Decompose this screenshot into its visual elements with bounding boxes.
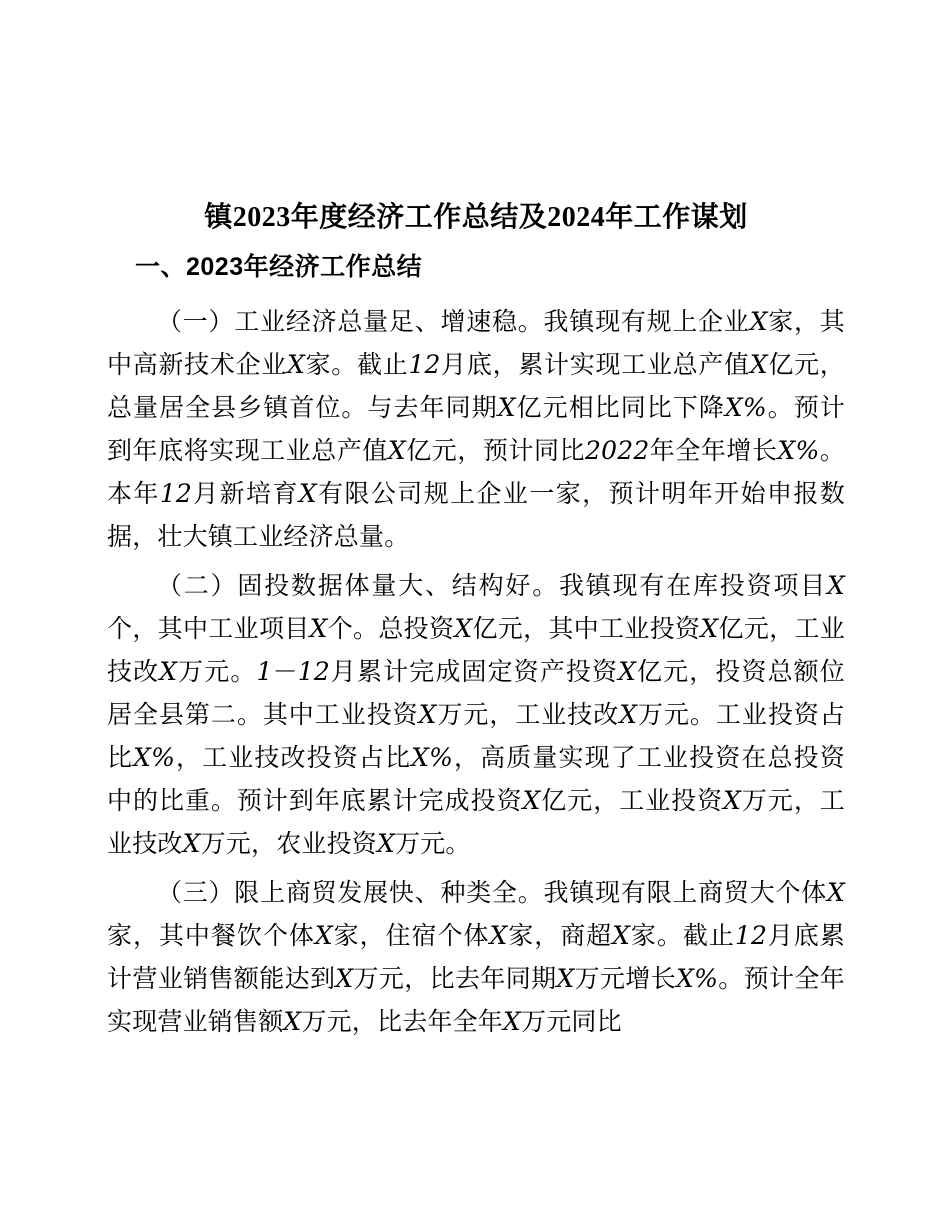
document-body (107, 196, 845, 1043)
section-heading-1: 一、2023年经济工作总结 (135, 253, 423, 281)
page-title: 镇2023年度经济工作总结及2024年工作谋划 (204, 202, 748, 233)
paragraph-3: （三）限上商贸发展快、种类全。我镇现有限上商贸大个体X家，其中餐饮个体X家，住宿个体X家，商超X家。截止12月底累计营业销售额能达到X万元，比去年同期X万元增长X%。预计全年实现营业销售额X万元，比去年全年X万元同比 (107, 878, 845, 1036)
paragraph-2: （二）固投数据体量大、结构好。我镇现有在库投资项目X个，其中工业项目X个。总投资X亿元，其中工业投资X亿元，工业技改X万元。1－12月累计完成固定资产投资X亿元，投资总额位居全县第二。其中工业投资X万元，工业技改X万元。工业投资占比X%，工业技改投资占比X%，高质量实现了工业投资在总投资中的比重。预计到年底累计完成投资X亿元，工业投资X万元，工业技改X万元，农业投资X万元。 (107, 571, 845, 858)
paragraph-1: （一）工业经济总量足、增速稳。我镇现有规上企业X家，其中高新技术企业X家。截止12月底，累计实现工业总产值X亿元，总量居全县乡镇首位。与去年同期X亿元相比同比下降X%。预计到年底将实现工业总产值X亿元，预计同比2022年全年增长X%。本年12月新培育X有限公司规上企业一家，预计明年开始申报数据，壮大镇工业经济总量。 (107, 307, 845, 551)
